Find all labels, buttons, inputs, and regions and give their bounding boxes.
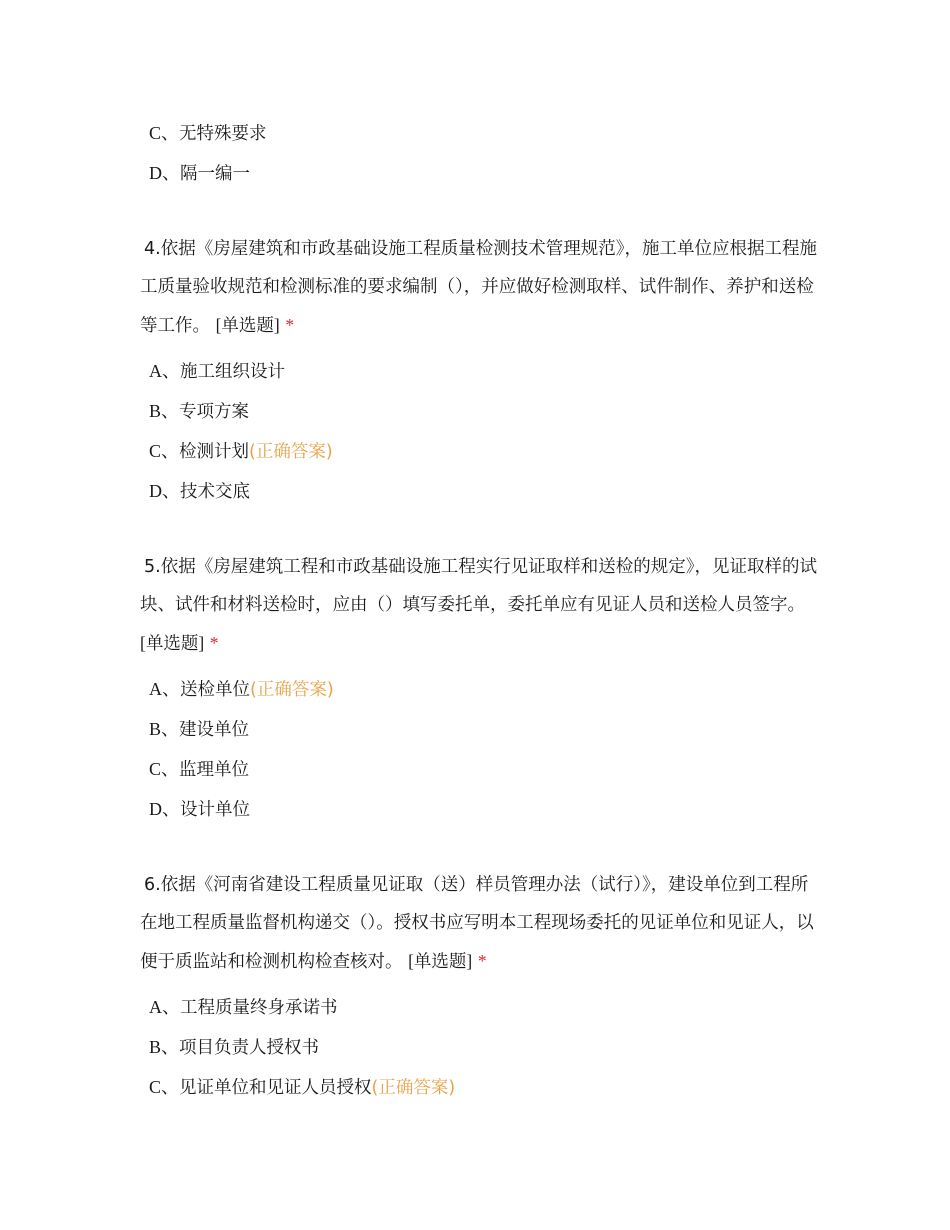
option-letter: A、 [149,361,180,381]
option-letter: C、 [149,123,180,143]
question-text: .依据《河南省建设工程质量见证取（送）样员管理办法（试行）》，建设单位到工程所在地工程质量监督机构递交（）。授权书应写明本工程现场委托的见证单位和见证人，以便于质监站和检测机构检查核对。 [140,875,814,972]
option-text: 设计单位 [180,800,250,820]
option-letter: B、 [149,719,180,739]
option-letter: C、 [149,441,180,461]
question-text: .依据《房屋建筑和市政基础设施工程质量检测技术管理规范》，施工单位应根据工程施工质量验收规范和检测标准的要求编制（），并应做好检测取样、试件制作、养护和送检等工作。 [140,239,817,336]
question-6 [140,866,820,981]
question-5 [140,548,820,663]
option-letter: D、 [149,481,180,501]
option-text: 监理单位 [179,760,250,780]
option-d [149,479,250,504]
option-text: 无特殊要求 [179,124,267,144]
option-letter: A、 [149,679,180,699]
option-a [149,677,334,702]
option-a [149,359,285,384]
option-a [149,995,338,1020]
option-text: 工程质量终身承诺书 [180,998,338,1018]
option-text: 建设单位 [179,720,250,740]
option-d [149,797,250,822]
question-type: [单选题] [215,315,280,335]
option-letter: C、 [149,759,180,779]
correct-answer-mark: (正确答案) [250,680,334,700]
option-letter: B、 [149,1037,180,1057]
option-text: 隔一编一 [180,164,250,184]
question-number: 6 [144,875,156,895]
correct-answer-mark: (正确答案) [249,442,333,462]
option-text: 技术交底 [180,482,250,502]
option-letter: D、 [149,163,180,183]
question-text: .依据《房屋建筑工程和市政基础设施工程实行见证取样和送检的规定》，见证取样的试块、试件和材料送检时，应由（）填写委托单，委托单应有见证人员和送检人员签字。 [140,557,817,615]
option-b [149,399,249,424]
option-letter: D、 [149,799,180,819]
question-type: [单选题] [408,951,473,971]
option-c [149,757,249,782]
required-marker: * [477,951,487,971]
option-text: 项目负责人授权书 [179,1038,320,1058]
option-text: 见证单位和见证人员授权 [179,1078,372,1098]
option-b [149,1035,319,1060]
question-number: 5 [144,557,156,577]
option-c [149,439,333,464]
required-marker: * [209,633,219,653]
option-text: 送检单位 [180,680,250,700]
option-text: 检测计划 [179,442,250,462]
option-letter: B、 [149,401,180,421]
option-text: 专项方案 [179,402,250,422]
question-type: [单选题] [140,633,205,653]
option-letter: C、 [149,1077,180,1097]
option-text: 施工组织设计 [180,362,285,382]
option-d [149,161,250,186]
option-letter: A、 [149,997,180,1017]
question-number: 4 [144,239,156,259]
question-4 [140,230,820,345]
option-b [149,717,249,742]
correct-answer-mark: (正确答案) [371,1078,456,1098]
option-c [149,1075,455,1100]
required-marker: * [285,315,295,335]
option-c [149,121,267,146]
